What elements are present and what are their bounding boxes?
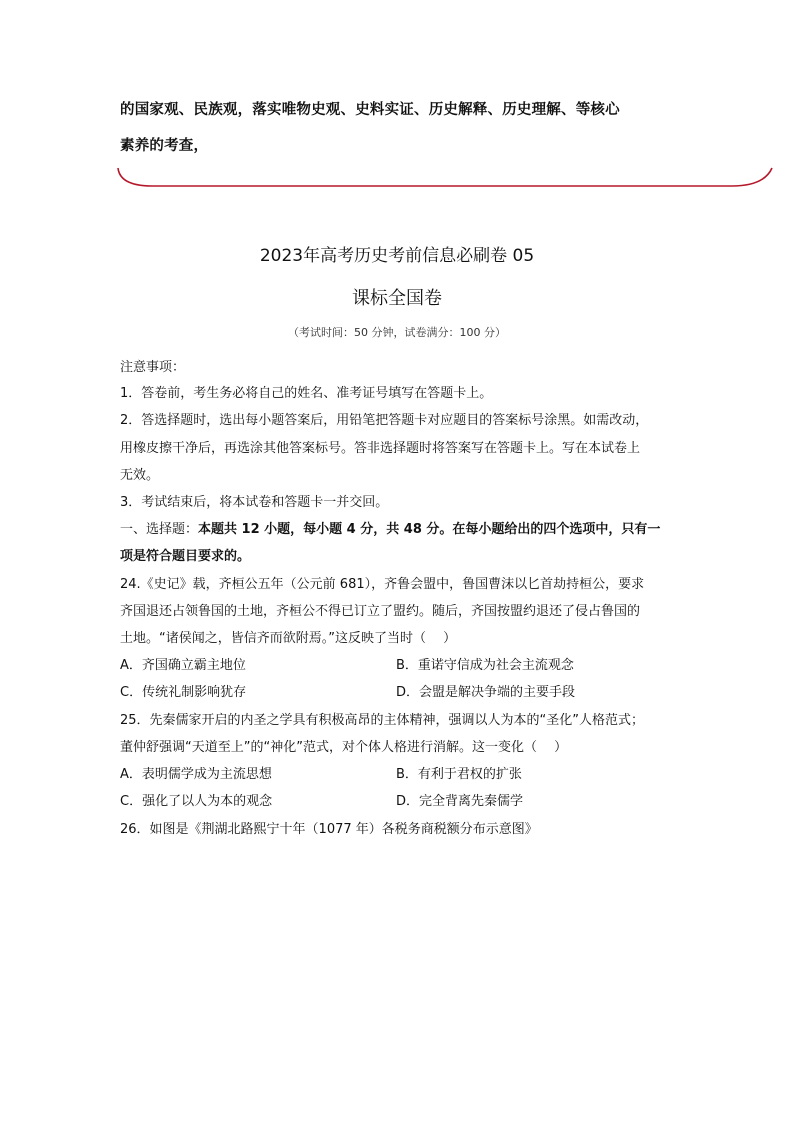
question-24-line-1: 24.《史记》载，齐桓公五年（公元前 681），齐鲁会盟中，鲁国曹沫以匕首劫持桓公，要求 bbox=[120, 577, 645, 592]
exam-info: （考试时间：50 分钟，试卷满分：100 分） bbox=[288, 326, 506, 339]
notes-heading: 注意事项： bbox=[120, 360, 186, 375]
question-24-option-c[interactable]: C．传统礼制影响犹存 bbox=[120, 685, 247, 700]
note-item-2-line-3: 无效。 bbox=[120, 468, 160, 483]
section-instruction-tail: ，只有一 bbox=[608, 522, 661, 537]
question-24-option-a[interactable]: A．齐国确立霸主地位 bbox=[120, 658, 246, 673]
intro-line-2: 素养的考查， bbox=[120, 138, 209, 154]
paper-title: 2023年高考历史考前信息必刷卷 05 bbox=[259, 246, 535, 266]
note-item-2-line-2: 用橡皮擦干净后，再选涂其他答案标号。答非选择题时将答案写在答题卡上。写在本试卷上 bbox=[120, 441, 641, 456]
section-heading-line-2: 项是符合题目要求的。 bbox=[120, 549, 251, 564]
question-25-line-1: 25．先秦儒家开启的内圣之学具有积极高昂的主体精神，强调以人为本的“圣化”人格范式； bbox=[120, 713, 645, 728]
section-instruction-emphasis: 四个选项中 bbox=[543, 522, 609, 537]
question-25-line-2: 董仲舒强调“天道至上”的“神化”范式，对个体人格进行消解。这一变化（ ） bbox=[120, 740, 568, 755]
note-item-1: 1．答卷前，考生务必将自己的姓名、准考证号填写在答题卡上。 bbox=[120, 386, 493, 401]
note-item-2-line-1: 2．答选择题时，选出每小题答案后，用铅笔把答题卡对应题目的答案标号涂黑。如需改动， bbox=[120, 413, 649, 428]
question-24-option-b[interactable]: B．重诺守信成为社会主流观念 bbox=[396, 658, 574, 673]
question-25-option-b[interactable]: B．有利于君权的扩张 bbox=[396, 767, 522, 782]
section-heading-line-1 bbox=[120, 521, 660, 539]
question-24-line-3: 土地。“诸侯闻之，皆信齐而欲附焉。”这反映了当时（ ） bbox=[120, 631, 457, 646]
question-25-option-d[interactable]: D．完全背离先秦儒学 bbox=[396, 794, 524, 809]
intro-line-1: 的国家观、民族观，落实唯物史观、史料实证、历史解释、历史理解、等核心 bbox=[120, 102, 620, 118]
section-label: 一、选择题： bbox=[120, 522, 199, 537]
note-item-3: 3．考试结束后，将本试卷和答题卡一并交回。 bbox=[120, 495, 389, 510]
decorative-divider bbox=[112, 160, 777, 192]
question-25-option-c[interactable]: C．强化了以人为本的观念 bbox=[120, 794, 273, 809]
question-25-option-a[interactable]: A．表明儒学成为主流思想 bbox=[120, 767, 272, 782]
question-26-line-1: 26．如图是《荆湖北路熙宁十年（1077 年）各税务商税额分布示意图》 bbox=[120, 822, 538, 837]
section-instruction: 本题共 12 小题，每小题 4 分，共 48 分。在每小题给出的 bbox=[198, 522, 544, 537]
question-24-line-2: 齐国退还占领鲁国的土地，齐桓公不得已订立了盟约。随后，齐国按盟约退还了侵占鲁国的 bbox=[120, 604, 641, 619]
paper-subtitle: 课标全国卷 bbox=[352, 288, 442, 309]
question-24-option-d[interactable]: D．会盟是解决争端的主要手段 bbox=[396, 685, 576, 700]
